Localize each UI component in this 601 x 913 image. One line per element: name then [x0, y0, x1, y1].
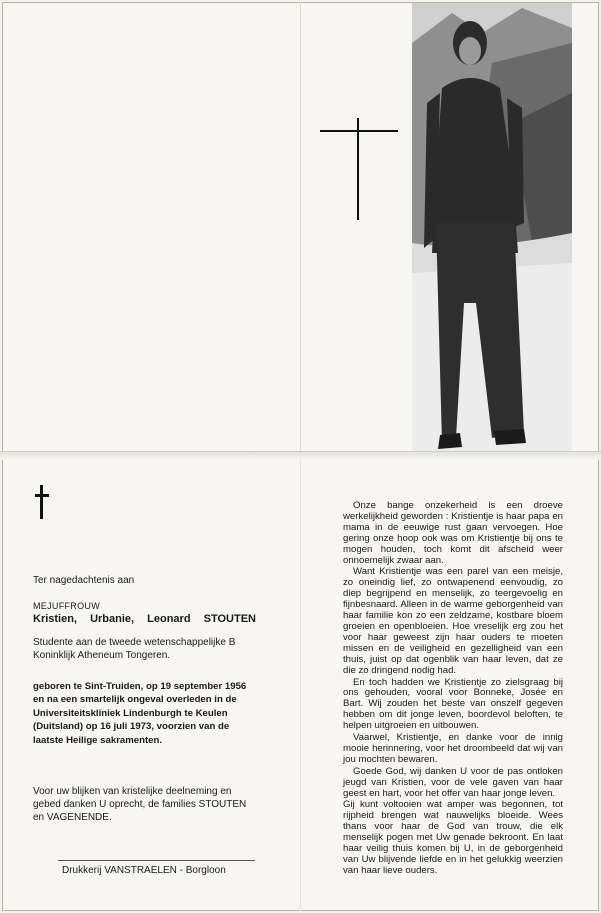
poem-paragraph: Goede God, wij danken U voor de pas ontloken jeugd van Kristien, voor de vele gaven van haar geest en hart, voor het offer van haar jonge leven. [343, 765, 563, 799]
memory-line: Ter nagedachtenis aan [33, 575, 135, 586]
study-line: Studente aan de tweede wetenschappelijke B [33, 637, 236, 648]
study-line: Koninklijk Atheneum Tongeren. [33, 650, 171, 661]
name-part: Leonard [147, 613, 191, 625]
fold-line-top [300, 2, 301, 452]
poem-paragraph: Want Kristientje was een parel van een meisje, zo oneindig lief, zo ontwapenend eenvoudig, zo diep begrijpend en menselijk, zo teergevoelig en fijnbesnaard. Alleen in de warme geborgenheid van haar familie kon zo een zeldzame, kostbare bloem groeien en openbloeien. Hoe vreselijk erg zou het voor haar geweest zijn haar ouders te moeten missen en de veiligheid en gezelligheid van een thuis, juist op dat ogenblik van haar leven, dat ze die zo dringend nodig had. [343, 566, 563, 676]
fold-line-horizontal [0, 451, 601, 460]
cross-icon-large [320, 118, 398, 220]
photo-border [572, 3, 598, 451]
poem-paragraph: Vaarwel, Kristientje, en danke voor de innig mooie herinnering, voor het droombeeld dat wij van jou mochten bewaren. [343, 732, 563, 765]
name-part: Kristien, [33, 613, 78, 625]
portrait-photo [412, 3, 572, 451]
birth-death-text: geboren te Sint-Truiden, op 19 september 1956 en na een smartelijk ongeval overleden in de Universiteitskliniek Lindenburgh te Keulen (Duitsland) op 16 juli 1973, voorzien van de laatste Heilige sakramenten. [33, 681, 247, 746]
poem-paragraph: Gij kunt voltooien wat amper was begonnen, tot rijpheid brengen wat nauwelijks bloeide. Wees thans voor haar de God van trouw, die elk menselijk pogen met Uw genade bekroont. En laat haar veilig thuis komen bij U, in de geborgenheid van Uw blijvende liefde en in het gelukkig weerzien van haar lieve ouders. [343, 799, 563, 876]
name-part: STOUTEN [203, 613, 256, 625]
printer-line: Drukkerij VANSTRAELEN - Borgloon [62, 865, 226, 876]
poem-paragraph: En toch hadden we Kristientje zo zielsgraag bij ons gehouden, vooral voor Bonneke, Josée en Bart. Wij zouden het beste van onszelf gegeven hebben om dit jonge leven, boordevol beloften, te helpen uitgroeien en uitbouwen. [343, 676, 563, 732]
poem-paragraph: Onze bange onzekerheid is een droeve werkelijkheid geworden : Kristientje is haar papa en mama in de eeuwige rust gaan vervoegen. Hoe gering onze hoop ook was om Kristientje bij ons te mogen houden, toch komt dit afscheid weer onnoemelijk zwaar aan. [343, 500, 563, 566]
name-part: Urbanie, [90, 613, 135, 625]
deceased-name [33, 613, 256, 626]
study-info [33, 636, 256, 662]
separator-line [58, 860, 255, 861]
fold-line-bottom [300, 459, 301, 911]
thanks-text: Voor uw blijken van kristelijke deelneming en gebed danken U oprecht, de families STOUTEN en VAGENENDE. [33, 786, 247, 823]
remembrance-text [343, 501, 563, 878]
cross-icon-small [35, 485, 49, 519]
honorific: MEJUFFROUW [33, 601, 100, 611]
